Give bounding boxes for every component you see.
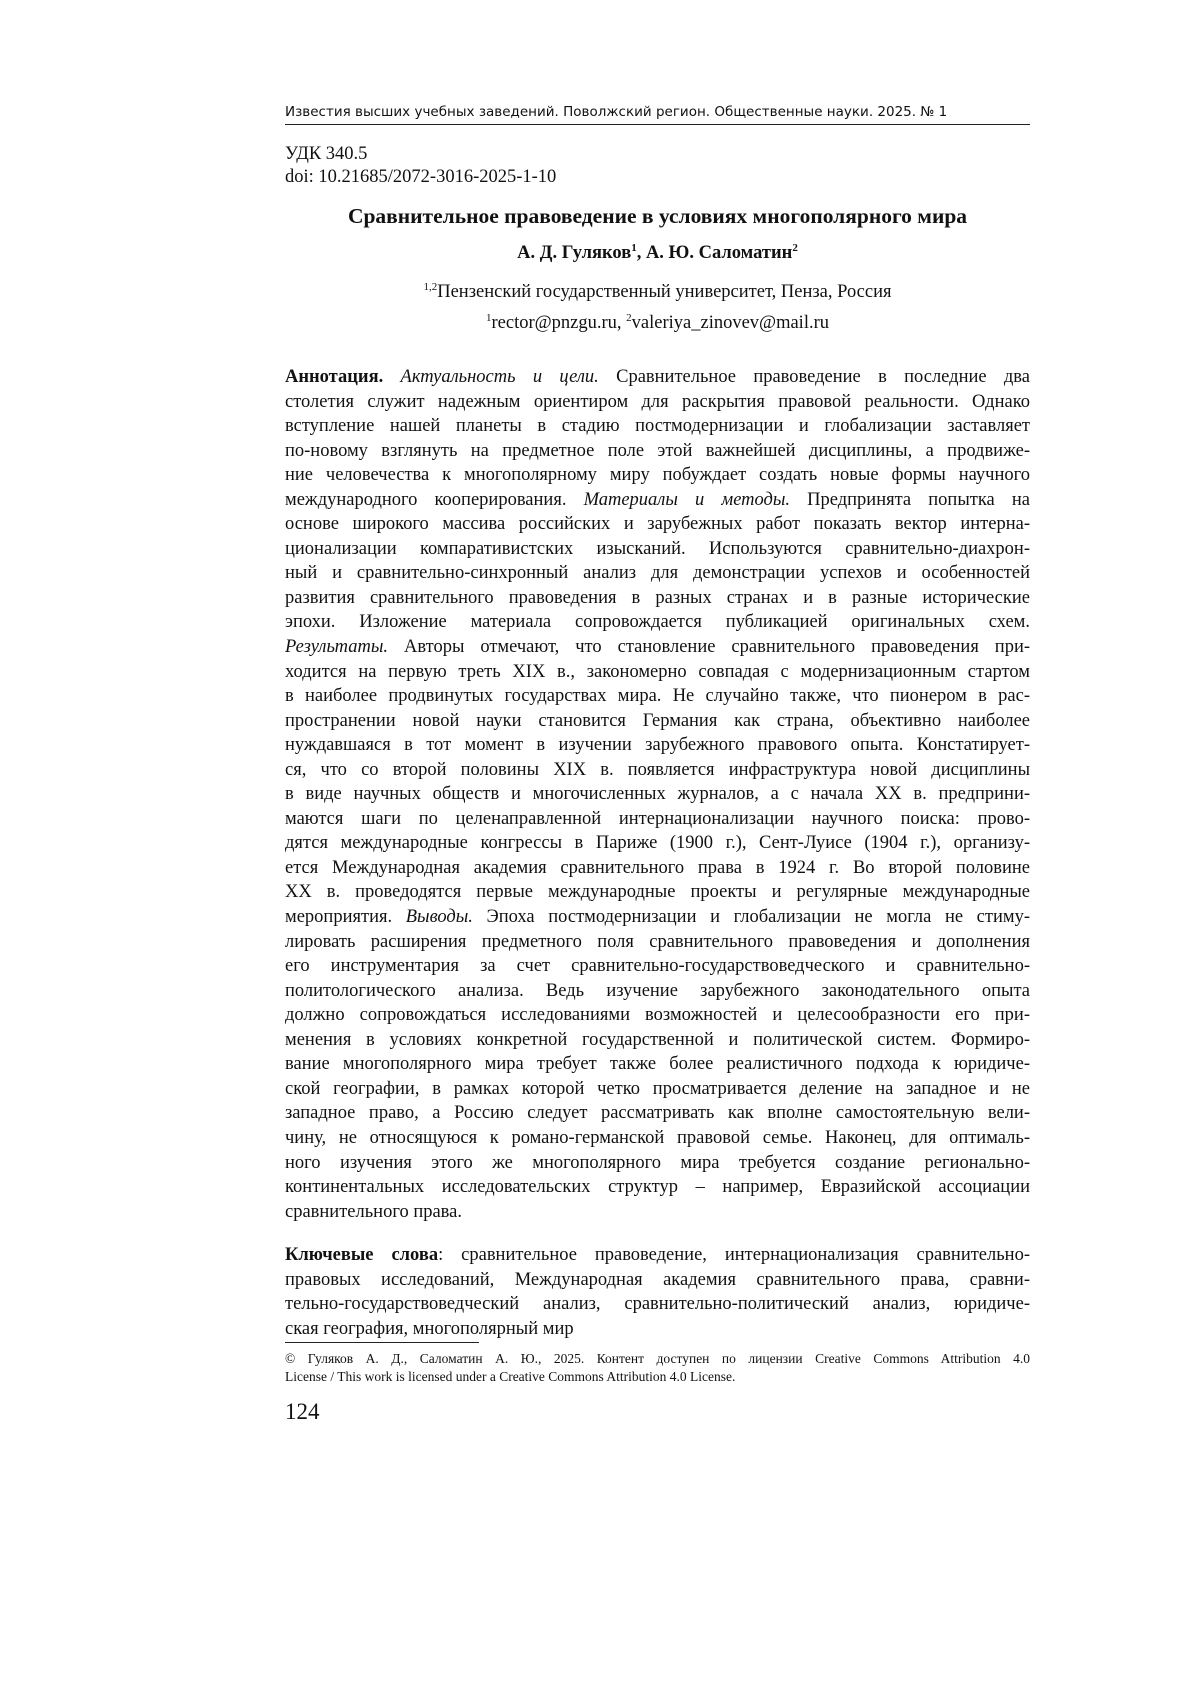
abstract-line: вступление нашей планеты в стадию постмодернизации и глобализации заставляет xyxy=(285,416,1030,437)
abstract-line: эпохи. Изложение материала сопровождается публикацией оригинальных схем. xyxy=(285,612,1030,633)
abstract-line: ционализации компаративистских изысканий. Используются сравнительно-диахрон- xyxy=(285,538,1030,559)
email-separator: , xyxy=(616,313,627,333)
abstract-line: сравнительного права. xyxy=(285,1201,463,1222)
abstract-line: ется Международная академия сравнительного права в 1924 г. Во второй половине xyxy=(285,857,1030,878)
keywords-line: Ключевые слова: сравнительное правоведение, интернационализация сравнительно- xyxy=(285,1245,1030,1265)
abstract-line: ходится на первую треть XIX в., закономерно совпадая с модернизационным стартом xyxy=(285,661,1030,682)
abstract-line: ный и сравнительно-синхронный анализ для демонстрации успехов и особенностей xyxy=(285,563,1030,584)
keywords-line: тельно-государствоведческий анализ, сравнительно-политический анализ, юридиче- xyxy=(285,1294,1030,1315)
abstract-line: континентальных исследовательских структур – например, Евразийской ассоциации xyxy=(285,1177,1030,1198)
keywords-label: Ключевые слова xyxy=(285,1245,439,1265)
author-affiliation xyxy=(285,280,1030,304)
author-separator: , xyxy=(636,243,646,263)
abstract-line: пространении новой науки становится Германия как страна, объективно наиболее xyxy=(285,710,1030,731)
abstract-line: западное право, а Россию следует рассматривать как вполне самостоятельную вели- xyxy=(285,1103,1030,1124)
abstract-line: мероприятия. Выводы. Эпоха постмодернизации и глобализации не могла не стиму- xyxy=(285,907,1030,928)
author-name: А. Д. Гуляков xyxy=(517,243,632,263)
abstract-line: ного изучения этого же многополярного мира требуется создание регионально- xyxy=(285,1152,1030,1173)
abstract-line: маются шаги по целенаправленной интернационализации научного поиска: прово- xyxy=(285,808,1030,829)
doi-identifier: doi: 10.21685/2072-3016-2025-1-10 xyxy=(285,167,557,187)
abstract-line: нуждавшаяся в тот момент в изучении зарубежного правового опыта. Констатирует- xyxy=(285,735,1030,756)
footnote-line: License / This work is licensed under a Creative Commons Attribution 4.0 License. xyxy=(285,1369,736,1384)
abstract-conclusions-heading: Выводы. xyxy=(405,907,473,928)
abstract-line: ской географии, в рамках которой четко просматривается деление на западное и не xyxy=(285,1078,1030,1099)
abstract-line: Аннотация. Актуальность и цели. Сравнительное правоведение в последние два xyxy=(285,367,1031,387)
email-address[interactable]: valeriya_zinovev@mail.ru xyxy=(631,313,829,333)
abstract-methods-heading: Материалы и методы. xyxy=(583,489,791,510)
abstract-line: должно сопровождаться исследованиями возможностей и целесообразности его при- xyxy=(285,1005,1030,1026)
author-affiliation-mark: 1 xyxy=(631,242,637,254)
abstract-line: вание многополярного мира требует также более реалистичного подхода к юридиче- xyxy=(285,1054,1030,1075)
footnote-divider xyxy=(285,1342,479,1343)
author-name: А. Ю. Саломатин xyxy=(645,243,793,263)
abstract xyxy=(285,365,1030,1224)
author-affiliation-mark: 2 xyxy=(792,242,798,254)
author-list xyxy=(285,241,1030,265)
abstract-line: лировать расширения предметного поля сравнительного правоведения и дополнения xyxy=(285,931,1030,952)
abstract-line: его инструментария за счет сравнительно-государствоведческого и сравнительно- xyxy=(285,956,1030,977)
email-mark: 2 xyxy=(626,312,632,324)
article-title: Сравнительное правоведение в условиях многополярного мира xyxy=(347,204,968,228)
email-address[interactable]: rector@pnzgu.ru xyxy=(491,313,617,333)
abstract-line: Результаты. Авторы отмечают, что становление сравнительного правоведения при- xyxy=(285,637,1030,658)
abstract-line: международного кооперирования. Материалы и методы. Предпринята попытка на xyxy=(285,489,1030,510)
abstract-line: ние человечества к многополярному миру побуждает создать новые формы научного xyxy=(285,465,1030,486)
author-emails xyxy=(285,311,1030,335)
abstract-line: по-новому взглянуть на предметное поле этой важнейшей дисциплины, а продвиже- xyxy=(285,440,1030,461)
abstract-line: менения в условиях конкретной государственной и политической систем. Формиро- xyxy=(285,1029,1030,1050)
email-mark: 1 xyxy=(485,312,492,324)
abstract-line: в виде научных обществ и многочисленных журналов, а с начала XX в. предприни- xyxy=(285,784,1030,805)
keywords-line: правовых исследований, Международная академия сравнительного права, сравни- xyxy=(285,1269,1030,1290)
abstract-line: основе широкого массива российских и зарубежных работ показать вектор интерна- xyxy=(285,514,1030,535)
abstract-line: политологического анализа. Ведь изучение зарубежного законодательного опыта xyxy=(285,980,1030,1001)
abstract-purpose-heading: Актуальность и цели. xyxy=(400,367,599,387)
abstract-line: дятся международные конгрессы в Париже (1900 г.), Сент-Луисе (1904 г.), организу- xyxy=(285,833,1030,854)
abstract-line: чину, не относящуюся к романо-германской правовой семье. Наконец, для оптималь- xyxy=(285,1127,1030,1148)
udc-code: УДК 340.5 xyxy=(285,144,368,164)
article-page xyxy=(285,0,1030,1697)
abstract-line: в наиболее продвинутых государствах мира. Не случайно также, что пионером в рас- xyxy=(285,686,1030,707)
abstract-line: ся, что со второй половины XIX в. появляется инфраструктура новой дисциплины xyxy=(285,759,1030,780)
keywords xyxy=(285,1243,1030,1341)
keywords-line: ская география, многополярный мир xyxy=(285,1318,574,1339)
abstract-line: развития сравнительного правоведения в разных странах и в разные исторические xyxy=(285,587,1030,608)
abstract-line: столетия служит надежным ориентиром для раскрытия правовой реальности. Однако xyxy=(285,391,1030,412)
license-footnote xyxy=(285,1350,1030,1386)
abstract-label: Аннотация. xyxy=(285,367,384,387)
affiliation-text: Пензенский государственный университет, Пенза, Россия xyxy=(437,282,892,302)
affiliation-mark: 1,2 xyxy=(423,281,438,293)
page-number: 124 xyxy=(285,1399,320,1424)
abstract-line: XX в. проведодятся первые международные проекты и регулярные международные xyxy=(285,882,1030,903)
footnote-line: © Гуляков А. Д., Саломатин А. Ю., 2025. Контент доступен по лицензии Creative Commons Attribution 4.0 xyxy=(285,1351,1030,1366)
running-header: Известия высших учебных заведений. Поволжский регион. Общественные науки. 2025. № 1 xyxy=(285,102,1030,125)
abstract-results-heading: Результаты. xyxy=(285,637,388,658)
article-meta xyxy=(285,143,556,189)
